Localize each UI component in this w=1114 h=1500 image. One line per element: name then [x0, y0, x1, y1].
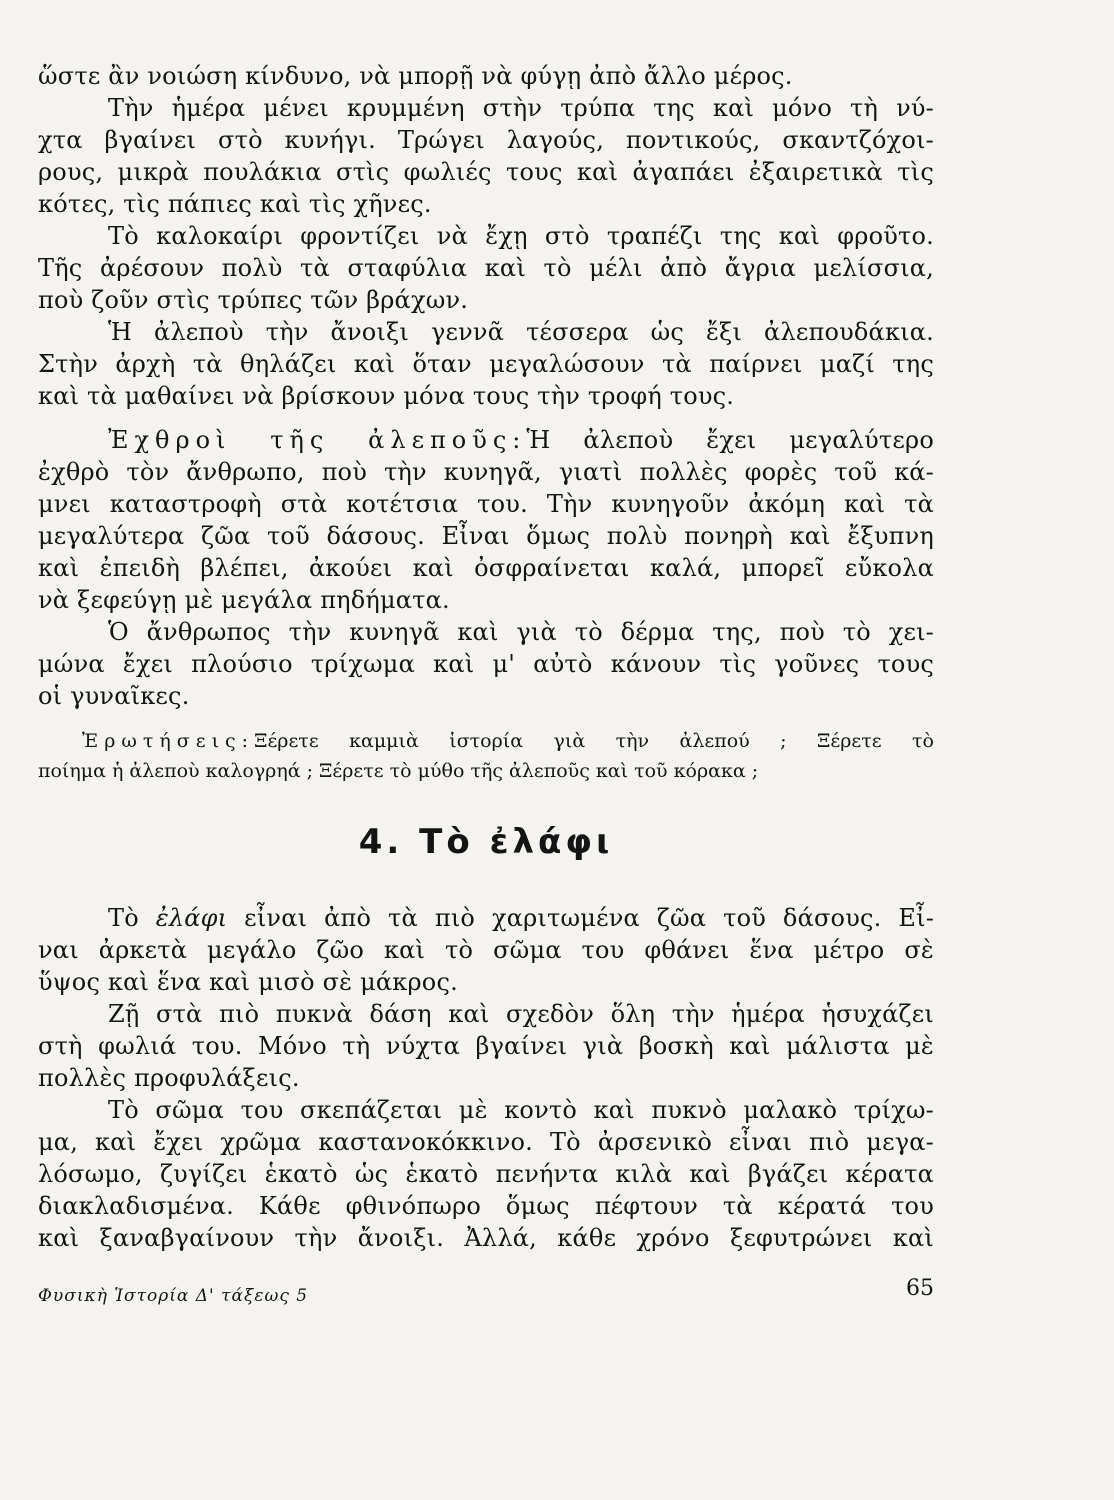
text-line: πολλὲς προφυλάξεις.: [38, 1064, 300, 1092]
enemies-line: [38, 424, 934, 456]
text-line: μνει καταστροφὴ στὰ κοτέτσια του. Τὴν κυνηγοῦν ἀκόμη καὶ τὰ: [38, 490, 934, 518]
text-line: διακλαδισμένα. Κάθε φθινόπωρο ὅμως πέφτουν τὰ κέρατά του: [38, 1192, 934, 1220]
text-line: μεγαλύτερα ζῶα τοῦ δάσους. Εἶναι ὅμως πολὺ πονηρὴ καὶ ἔξυπνη: [38, 522, 934, 550]
text-line: οἱ γυναῖκες.: [38, 682, 190, 710]
text-line: Τὸ καλοκαίρι φροντίζει νὰ ἔχῃ στὸ τραπέζι της καὶ φροῦτο.: [108, 222, 934, 250]
questions-label: Ἐρωτήσεις:: [82, 730, 255, 752]
text-line: Τὴν ἡμέρα μένει κρυμμένη στὴν τρύπα της καὶ μόνο τὴ νύ-: [108, 94, 934, 122]
section-heading: 4. Τὸ ἐλάφι: [358, 822, 614, 862]
text-line: Ἡ ἀλεποὺ τὴν ἄνοιξι γεννᾶ τέσσερα ὡς ἔξι ἀλεπουδάκια.: [108, 318, 934, 346]
text-line: [38, 902, 934, 934]
text-line: καὶ ἐπειδὴ βλέπει, ἀκούει καὶ ὀσφραίνεται καλά, μπορεῖ εὔκολα: [38, 554, 934, 582]
text-segment: Τὸ: [108, 904, 156, 932]
text-line: χτα βγαίνει στὸ κυνήγι. Τρώγει λαγούς, ποντικούς, σκαντζόχοι-: [38, 126, 934, 154]
text-line: καὶ ξαναβγαίνουν τὴν ἄνοιξι. Ἀλλά, κάθε χρόνο ξεφυτρώνει καὶ: [38, 1224, 934, 1252]
text-line: Ζῇ στὰ πιὸ πυκνὰ δάση καὶ σχεδὸν ὅλη τὴν ἡμέρα ἡσυχάζει: [108, 1000, 934, 1028]
text-line: ποὺ ζοῦν στὶς τρύπες τῶν βράχων.: [38, 286, 469, 314]
text-line: Τῆς ἀρέσουν πολὺ τὰ σταφύλια καὶ τὸ μέλι ἀπὸ ἄγρια μελίσσια,: [38, 254, 934, 282]
text-line: Τὸ σῶμα του σκεπάζεται μὲ κοντὸ καὶ πυκνὸ μαλακὸ τρίχω-: [108, 1096, 934, 1124]
page-number: 65: [906, 1276, 934, 1301]
text-line: ὥστε ἂν νοιώση κίνδυνο, νὰ μπορῇ νὰ φύγῃ ἀπὸ ἄλλο μέρος.: [38, 62, 793, 90]
page-body: [38, 60, 934, 1254]
questions-line: ποίημα ἡ ἀλεποὺ καλογρηά ; Ξέρετε τὸ μύθο τῆς ἀλεποῦς καὶ τοῦ κόρακα ;: [38, 760, 759, 782]
text-line: ἐχθρὸ τὸν ἄνθρωπο, ποὺ τὴν κυνηγᾶ, γιατὶ πολλὲς φορὲς τοῦ κά-: [38, 458, 934, 486]
text-line: Ὁ ἄνθρωπος τὴν κυνηγᾶ καὶ γιὰ τὸ δέρμα της, ποὺ τὸ χει-: [108, 618, 934, 646]
page-footer: [38, 1276, 934, 1306]
text-line: νὰ ξεφεύγῃ μὲ μεγάλα πηδήματα.: [38, 586, 450, 614]
text-segment: εἶναι ἀπὸ τὰ πιὸ χαριτωμένα ζῶα τοῦ δάσους. Εἶ-: [227, 904, 935, 932]
text-line: Στὴν ἀρχὴ τὰ θηλάζει καὶ ὅταν μεγαλώσουν τὰ παίρνει μαζί της: [38, 350, 934, 378]
text-line: ρους, μικρὰ πουλάκια στὶς φωλιές τους καὶ ἀγαπάει ἐξαιρετικὰ τὶς: [38, 158, 934, 186]
text-line: λόσωμο, ζυγίζει ἑκατὸ ὡς ἑκατὸ πενήντα κιλὰ καὶ βγάζει κέρατα: [38, 1160, 934, 1188]
text-line: μα, καὶ ἔχει χρῶμα καστανοκόκκινο. Τὸ ἀρσενικὸ εἶναι πιὸ μεγα-: [38, 1128, 934, 1156]
questions-line: [38, 726, 934, 756]
text-line: μώνα ἔχει πλούσιο τρίχωμα καὶ μ' αὐτὸ κάνουν τὶς γοῦνες τους: [38, 650, 934, 678]
text-line: καὶ τὰ μαθαίνει νὰ βρίσκουν μόνα τους τὴν τροφή τους.: [38, 382, 735, 410]
text-segment: Ἡ ἀλεποὺ ἔχει μεγαλύτερο: [526, 426, 934, 454]
text-line: κότες, τὶς πάπιες καὶ τὶς χῆνες.: [38, 190, 432, 218]
text-line: ὕψος καὶ ἕνα καὶ μισὸ σὲ μάκρος.: [38, 968, 458, 996]
enemies-label: Ἐχθροὶ τῆς ἀλεποῦς:: [108, 426, 527, 454]
footer-signature: Φυσικὴ Ἱστορία Δ' τάξεως 5: [38, 1286, 309, 1306]
text-segment: Ξέρετε καμμιὰ ἱστορία γιὰ τὴν ἀλεπού ; Ξέρετε τὸ: [254, 730, 934, 752]
italic-term: ἐλάφι: [155, 904, 228, 932]
text-line: στὴ φωλιά του. Μόνο τὴ νύχτα βγαίνει γιὰ βοσκὴ καὶ μάλιστα μὲ: [38, 1032, 934, 1060]
text-line: ναι ἀρκετὰ μεγάλο ζῶο καὶ τὸ σῶμα του φθάνει ἕνα μέτρο σὲ: [38, 936, 934, 964]
